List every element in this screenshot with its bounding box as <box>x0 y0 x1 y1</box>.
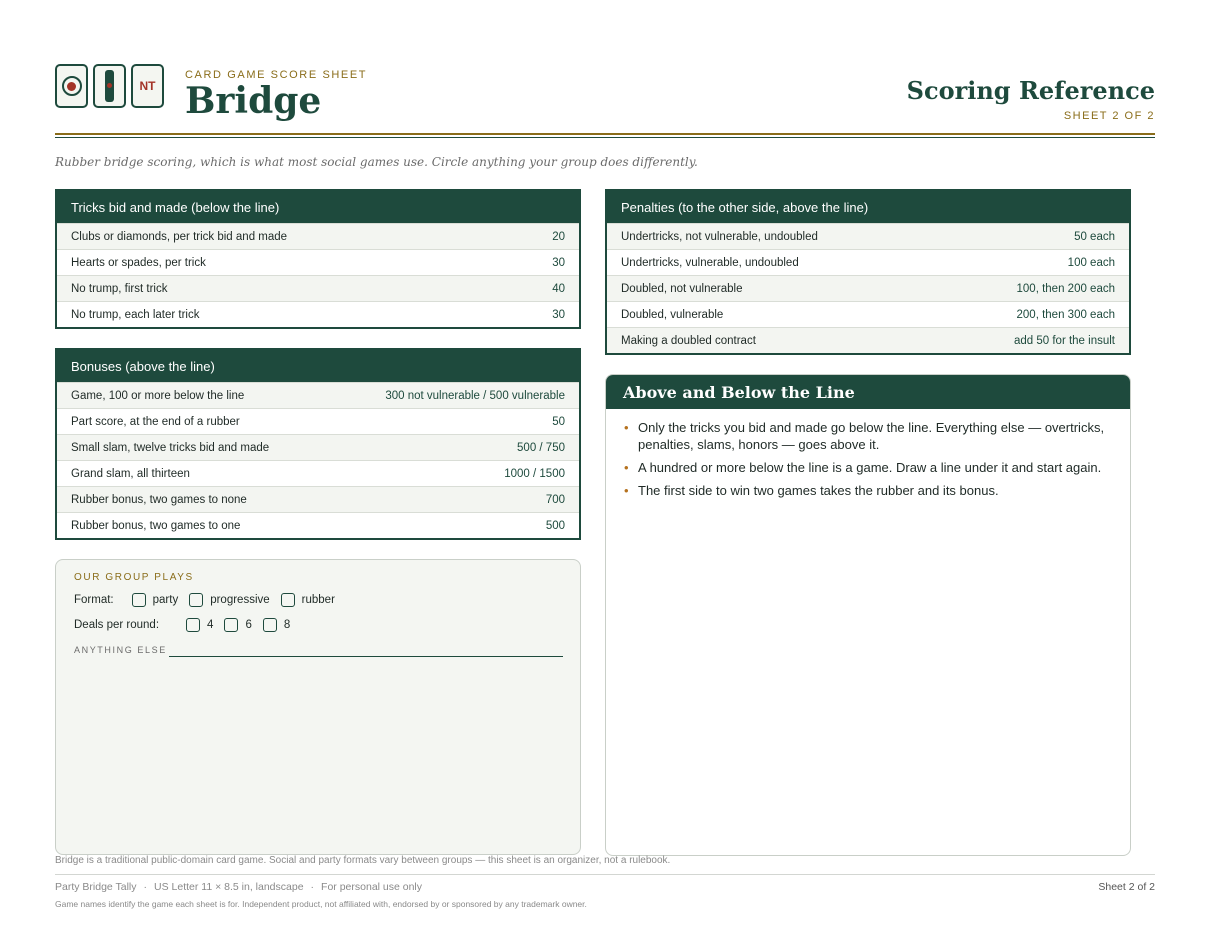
deals-option[interactable] <box>186 618 213 632</box>
row-label: Clubs or diamonds, per trick bid and made <box>71 230 288 243</box>
deals-option[interactable] <box>263 618 290 632</box>
footer-meta <box>55 881 422 893</box>
page-title: Bridge <box>185 80 322 122</box>
checkbox[interactable] <box>281 593 295 607</box>
row-value: 500 / 750 <box>517 441 565 454</box>
notes-list <box>606 409 1130 499</box>
format-option-label: progressive <box>210 594 270 606</box>
bonuses-table-heading: Bonuses (above the line) <box>57 350 579 382</box>
table-row <box>57 512 579 538</box>
deals-label: Deals per round: <box>74 619 160 631</box>
checkbox[interactable] <box>224 618 238 632</box>
no-trump-card-icon <box>131 64 164 108</box>
table-row <box>57 434 579 460</box>
row-label: Hearts or spades, per trick <box>71 256 206 269</box>
penalties-table <box>605 189 1131 355</box>
tricks-rows <box>57 223 579 327</box>
row-value: 300 not vulnerable / 500 vulnerable <box>385 389 565 402</box>
anything-else-label: ANYTHING ELSE <box>74 645 167 655</box>
table-row <box>607 301 1129 327</box>
table-row <box>57 275 579 301</box>
table-row <box>57 408 579 434</box>
footer-separator: · <box>310 881 315 893</box>
row-value: 700 <box>545 493 565 506</box>
row-label: No trump, each later trick <box>71 308 200 321</box>
header-rule-gold <box>55 133 1155 135</box>
page-number: Sheet 2 of 2 <box>1098 881 1155 893</box>
table-row <box>607 223 1129 249</box>
format-option[interactable] <box>189 593 269 607</box>
sheet-number: SHEET 2 OF 2 <box>1063 110 1155 122</box>
deals-option-label: 8 <box>283 619 291 631</box>
row-value: 100 each <box>1067 256 1115 269</box>
table-row <box>607 249 1129 275</box>
format-option[interactable] <box>132 593 179 607</box>
paper-size: US Letter 11 × 8.5 in, landscape <box>154 881 304 893</box>
list-item: • The first side to win two games takes the rubber and its bonus. <box>624 482 1114 499</box>
anything-else-field[interactable] <box>169 656 563 657</box>
row-label: Grand slam, all thirteen <box>71 467 190 480</box>
footer-separator: · <box>143 881 148 893</box>
bar-card-icon <box>93 64 126 108</box>
row-value: 20 <box>552 230 565 243</box>
format-option-label: rubber <box>301 594 335 606</box>
format-option-label: party <box>152 594 179 606</box>
disclaimer: Bridge is a traditional public-domain card game. Social and party formats vary between groups — this sheet is an organizer, not a rulebook. <box>55 855 671 866</box>
group-plays-box <box>55 559 581 855</box>
format-label: Format: <box>74 594 114 606</box>
footer-rule <box>55 874 1155 875</box>
penalties-rows <box>607 223 1129 353</box>
list-item: • A hundred or more below the line is a game. Draw a line under it and start again. <box>624 459 1114 476</box>
penalties-table-heading: Penalties (to the other side, above the line) <box>607 191 1129 223</box>
notes-heading: Above and Below the Line <box>606 375 1130 409</box>
row-value: 1000 / 1500 <box>504 467 565 480</box>
row-value: 100, then 200 each <box>1016 282 1115 295</box>
row-label: Doubled, vulnerable <box>621 308 724 321</box>
row-label: Rubber bonus, two games to none <box>71 493 247 506</box>
row-label: Making a doubled contract <box>621 334 756 347</box>
row-value: add 50 for the insult <box>1013 334 1115 347</box>
row-label: Rubber bonus, two games to one <box>71 519 241 532</box>
row-label: Undertricks, not vulnerable, undoubled <box>621 230 818 243</box>
format-line <box>74 593 346 607</box>
tricks-table <box>55 189 581 329</box>
row-value: 50 <box>552 415 565 428</box>
checkbox[interactable] <box>132 593 146 607</box>
table-row <box>57 249 579 275</box>
header-rule-green <box>55 137 1155 138</box>
product-name: Party Bridge Tally <box>55 881 137 893</box>
deals-option-label: 4 <box>207 619 214 631</box>
reference-title: Scoring Reference <box>906 76 1155 105</box>
row-value: 200, then 300 each <box>1016 308 1115 321</box>
row-label: Undertricks, vulnerable, undoubled <box>621 256 799 269</box>
row-value: 30 <box>552 308 565 321</box>
group-plays-heading: OUR GROUP PLAYS <box>74 572 194 583</box>
intro-text: Rubber bridge scoring, which is what most social games use. Circle anything your group does differently. <box>55 155 698 169</box>
deals-options <box>186 618 301 632</box>
checkbox[interactable] <box>263 618 277 632</box>
row-label: Small slam, twelve tricks bid and made <box>71 441 270 454</box>
table-row <box>57 460 579 486</box>
fine-print: Game names identify the game each sheet is for. Independent product, not affiliated with, endorsed by or sponsored by any trademark owner. <box>55 899 587 909</box>
row-label: Part score, at the end of a rubber <box>71 415 240 428</box>
row-value: 30 <box>552 256 565 269</box>
table-row <box>57 301 579 327</box>
logo <box>55 64 164 108</box>
row-label: Doubled, not vulnerable <box>621 282 743 295</box>
table-row <box>57 223 579 249</box>
row-label: Game, 100 or more below the line <box>71 389 245 402</box>
bonuses-rows <box>57 382 579 538</box>
table-row <box>607 327 1129 353</box>
row-value: 50 each <box>1074 230 1115 243</box>
bonuses-table <box>55 348 581 540</box>
table-row <box>607 275 1129 301</box>
sheet-eyebrow: CARD GAME SCORE SHEET <box>185 69 368 81</box>
table-row <box>57 382 579 408</box>
list-item: • Only the tricks you bid and made go below the line. Everything else — overtricks, penalties, slams, honors — goes above it. <box>624 419 1114 453</box>
row-value: 40 <box>552 282 565 295</box>
checkbox[interactable] <box>189 593 203 607</box>
format-option[interactable] <box>281 593 335 607</box>
tricks-table-heading: Tricks bid and made (below the line) <box>57 191 579 223</box>
deals-line <box>74 618 301 632</box>
notes-box <box>605 374 1131 856</box>
usage-note: For personal use only <box>321 881 423 893</box>
row-value: 500 <box>545 519 565 532</box>
deals-option-label: 6 <box>245 619 252 631</box>
table-row <box>57 486 579 512</box>
row-label: No trump, first trick <box>71 282 168 295</box>
format-options <box>132 593 346 607</box>
checkbox[interactable] <box>186 618 200 632</box>
target-card-icon <box>55 64 88 108</box>
no-trump-badge: NT <box>139 79 156 93</box>
deals-option[interactable] <box>224 618 251 632</box>
